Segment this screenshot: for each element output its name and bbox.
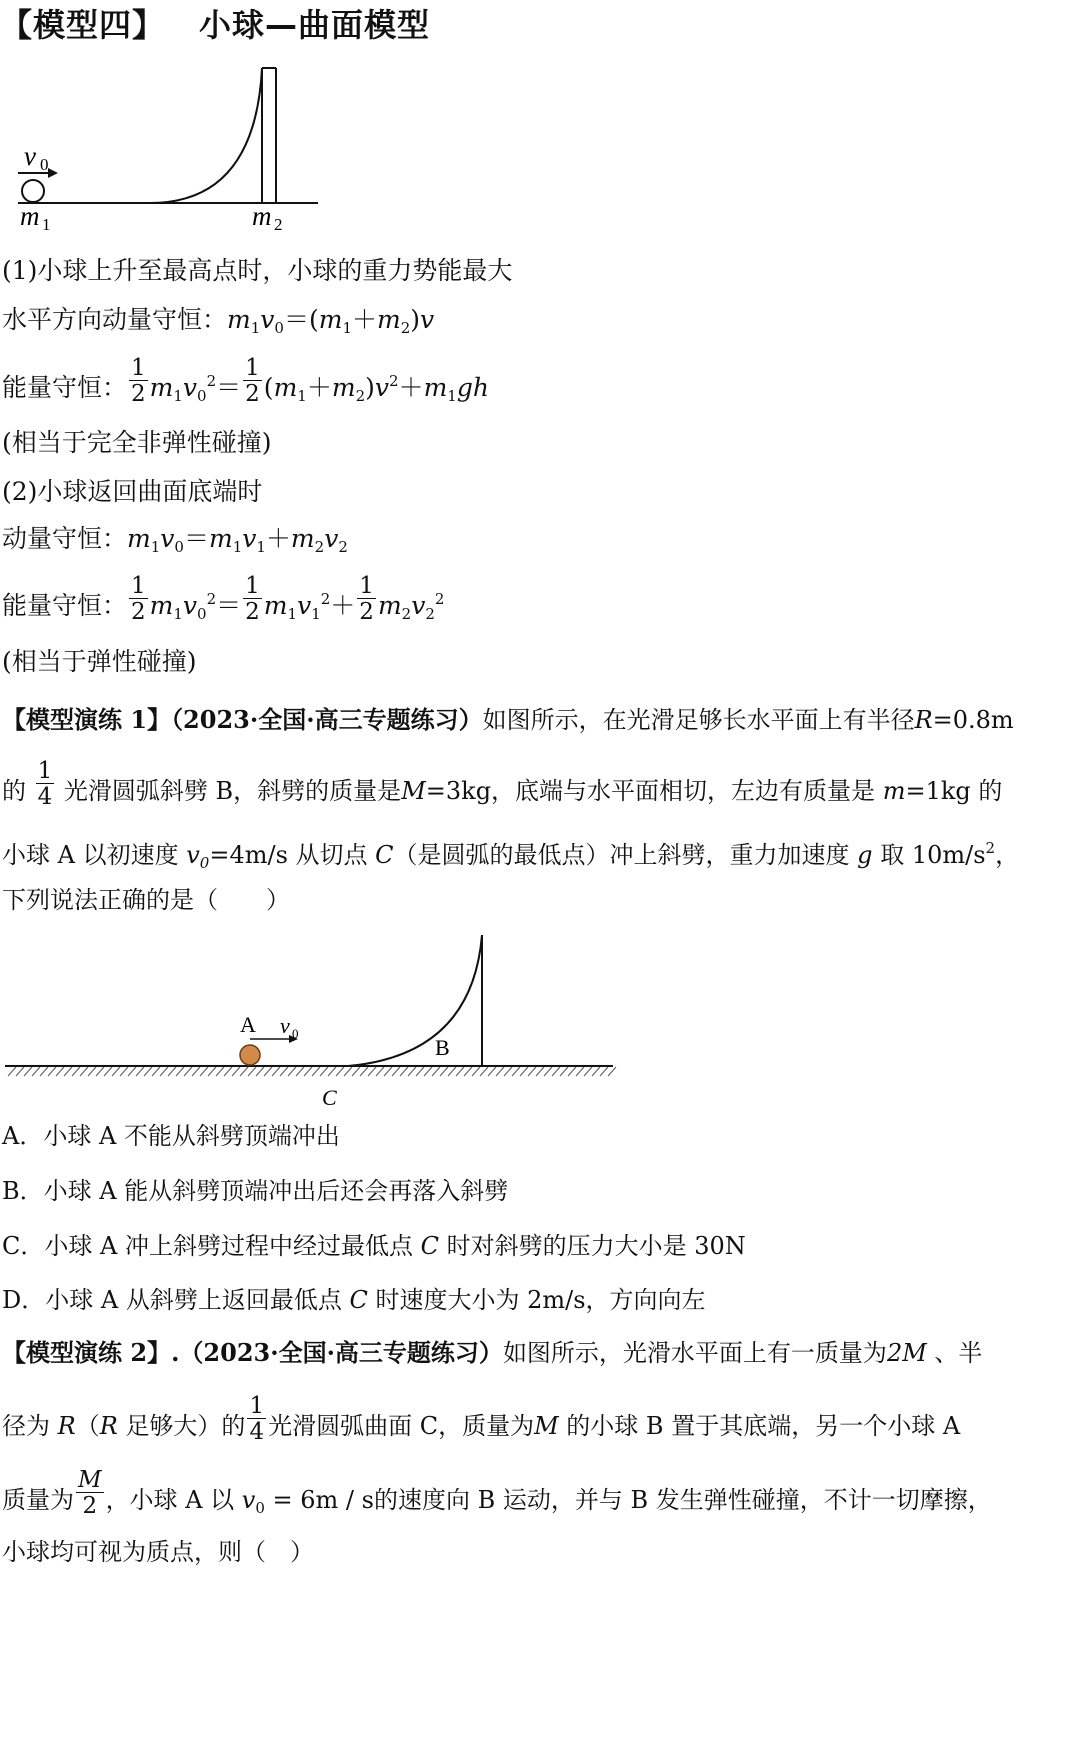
ball-m1 (22, 180, 44, 202)
wedge-curve (348, 935, 482, 1066)
svg-text:1: 1 (42, 215, 51, 234)
example-1-line-4: 下列说法正确的是（ ） (2, 886, 290, 914)
example-1-line-1: 【模型演练 1】（2023·全国·高三专题练习）如图所示，在光滑足够长水平面上有半径R=0.8m (2, 705, 1014, 734)
line-6-momentum: 动量守恒：$m_1v_0=m_1v_1+m_2v_2$ (2, 524, 348, 556)
example-2-line-4: 小球均可视为质点，则（ ） (2, 1538, 314, 1566)
option-C[interactable]: C．小球 A 冲上斜劈过程中经过最低点 C 时对斜劈的压力大小是 30N (2, 1232, 746, 1260)
example-1-tag: 【模型演练 1】 (2, 705, 172, 734)
svg-text:0: 0 (40, 155, 49, 174)
curved-surface (150, 68, 262, 203)
example-1-source: （2023·全国·高三专题练习） (171, 705, 483, 734)
label-m1: m (20, 201, 40, 231)
diagram-ball-curve (0, 60, 330, 235)
line-1: (1)小球上升至最高点时，小球的重力势能最大 (2, 256, 513, 285)
example-1-line-3: 小球 A 以初速度 $v_0=4m/s$ 从切点 C（是圆弧的最低点）冲上斜劈，重力加速度 g 取 $10m/s^2$， (2, 839, 1020, 872)
line-8: (相当于弹性碰撞) (2, 647, 197, 676)
label-C: C (322, 1085, 337, 1110)
svg-text:2: 2 (274, 215, 283, 234)
title-text: 小球—曲面模型 (199, 6, 431, 44)
line-3-energy: 能量守恒： $\frac{1}{2}$ $m_1v_0^2=$ $\frac{1}{2}$ $(m_1+m_2)v^2+m_1gh$ (2, 355, 489, 407)
label-m2: m (252, 201, 272, 231)
example-2-source: .（2023·全国·高三专题练习） (171, 1338, 503, 1367)
title-bracket: 【模型四】 (0, 6, 166, 44)
diagram-wedge (0, 925, 620, 1115)
line-2-momentum: 水平方向动量守恒：$m_1v_0=(m_1+m_2)v$ (2, 305, 435, 337)
line-7-energy: 能量守恒： $\frac{1}{2}$ $m_1v_0^2=$ $\frac{1}{2}$ $m_1v_1^2+$ $\frac{1}{2}$ $m_2v_2^2$ (2, 573, 445, 625)
example-2-line-3: 质量为 $\frac{M}{2}$ ，小球 A 以 $v_0 = 6m / s$的速度向 B 运动，并与 B 发生弹性碰撞，不计一切摩擦， (2, 1467, 992, 1519)
ground-hatching (8, 1067, 616, 1076)
example-2-line-1: 【模型演练 2】.（2023·全国·高三专题练习）如图所示，光滑水平面上有一质量为2M 、半 (2, 1338, 983, 1367)
label-v0: v (24, 141, 36, 171)
option-B[interactable]: B．小球 A 能从斜劈顶端冲出后还会再落入斜劈 (2, 1177, 509, 1205)
line-5: (2)小球返回曲面底端时 (2, 477, 263, 506)
label-v0-2: v (280, 1013, 290, 1038)
svg-text:0: 0 (292, 1026, 299, 1041)
section-title (0, 0, 430, 46)
label-A: A (240, 1012, 256, 1037)
option-A[interactable]: A．小球 A 不能从斜劈顶端冲出 (2, 1122, 340, 1150)
label-B: B (435, 1035, 450, 1060)
line-4: (相当于完全非弹性碰撞) (2, 428, 272, 457)
example-1-line-2: 的 $\frac{1}{4}$ 光滑圆弧斜劈 B，斜劈的质量是M=3kg，底端与水平面相切，左边有质量是 m=1kg 的 (2, 758, 1003, 810)
example-2-line-2: 径为 R（R 足够大）的 $\frac{1}{4}$ 光滑圆弧曲面 C，质量为M 的小球 B 置于其底端，另一个小球 A (2, 1393, 961, 1445)
ball-A (240, 1045, 260, 1065)
option-D[interactable]: D．小球 A 从斜劈上返回最低点 C 时速度大小为 2m/s，方向向左 (2, 1286, 706, 1314)
example-2-tag: 【模型演练 2】 (2, 1338, 172, 1367)
